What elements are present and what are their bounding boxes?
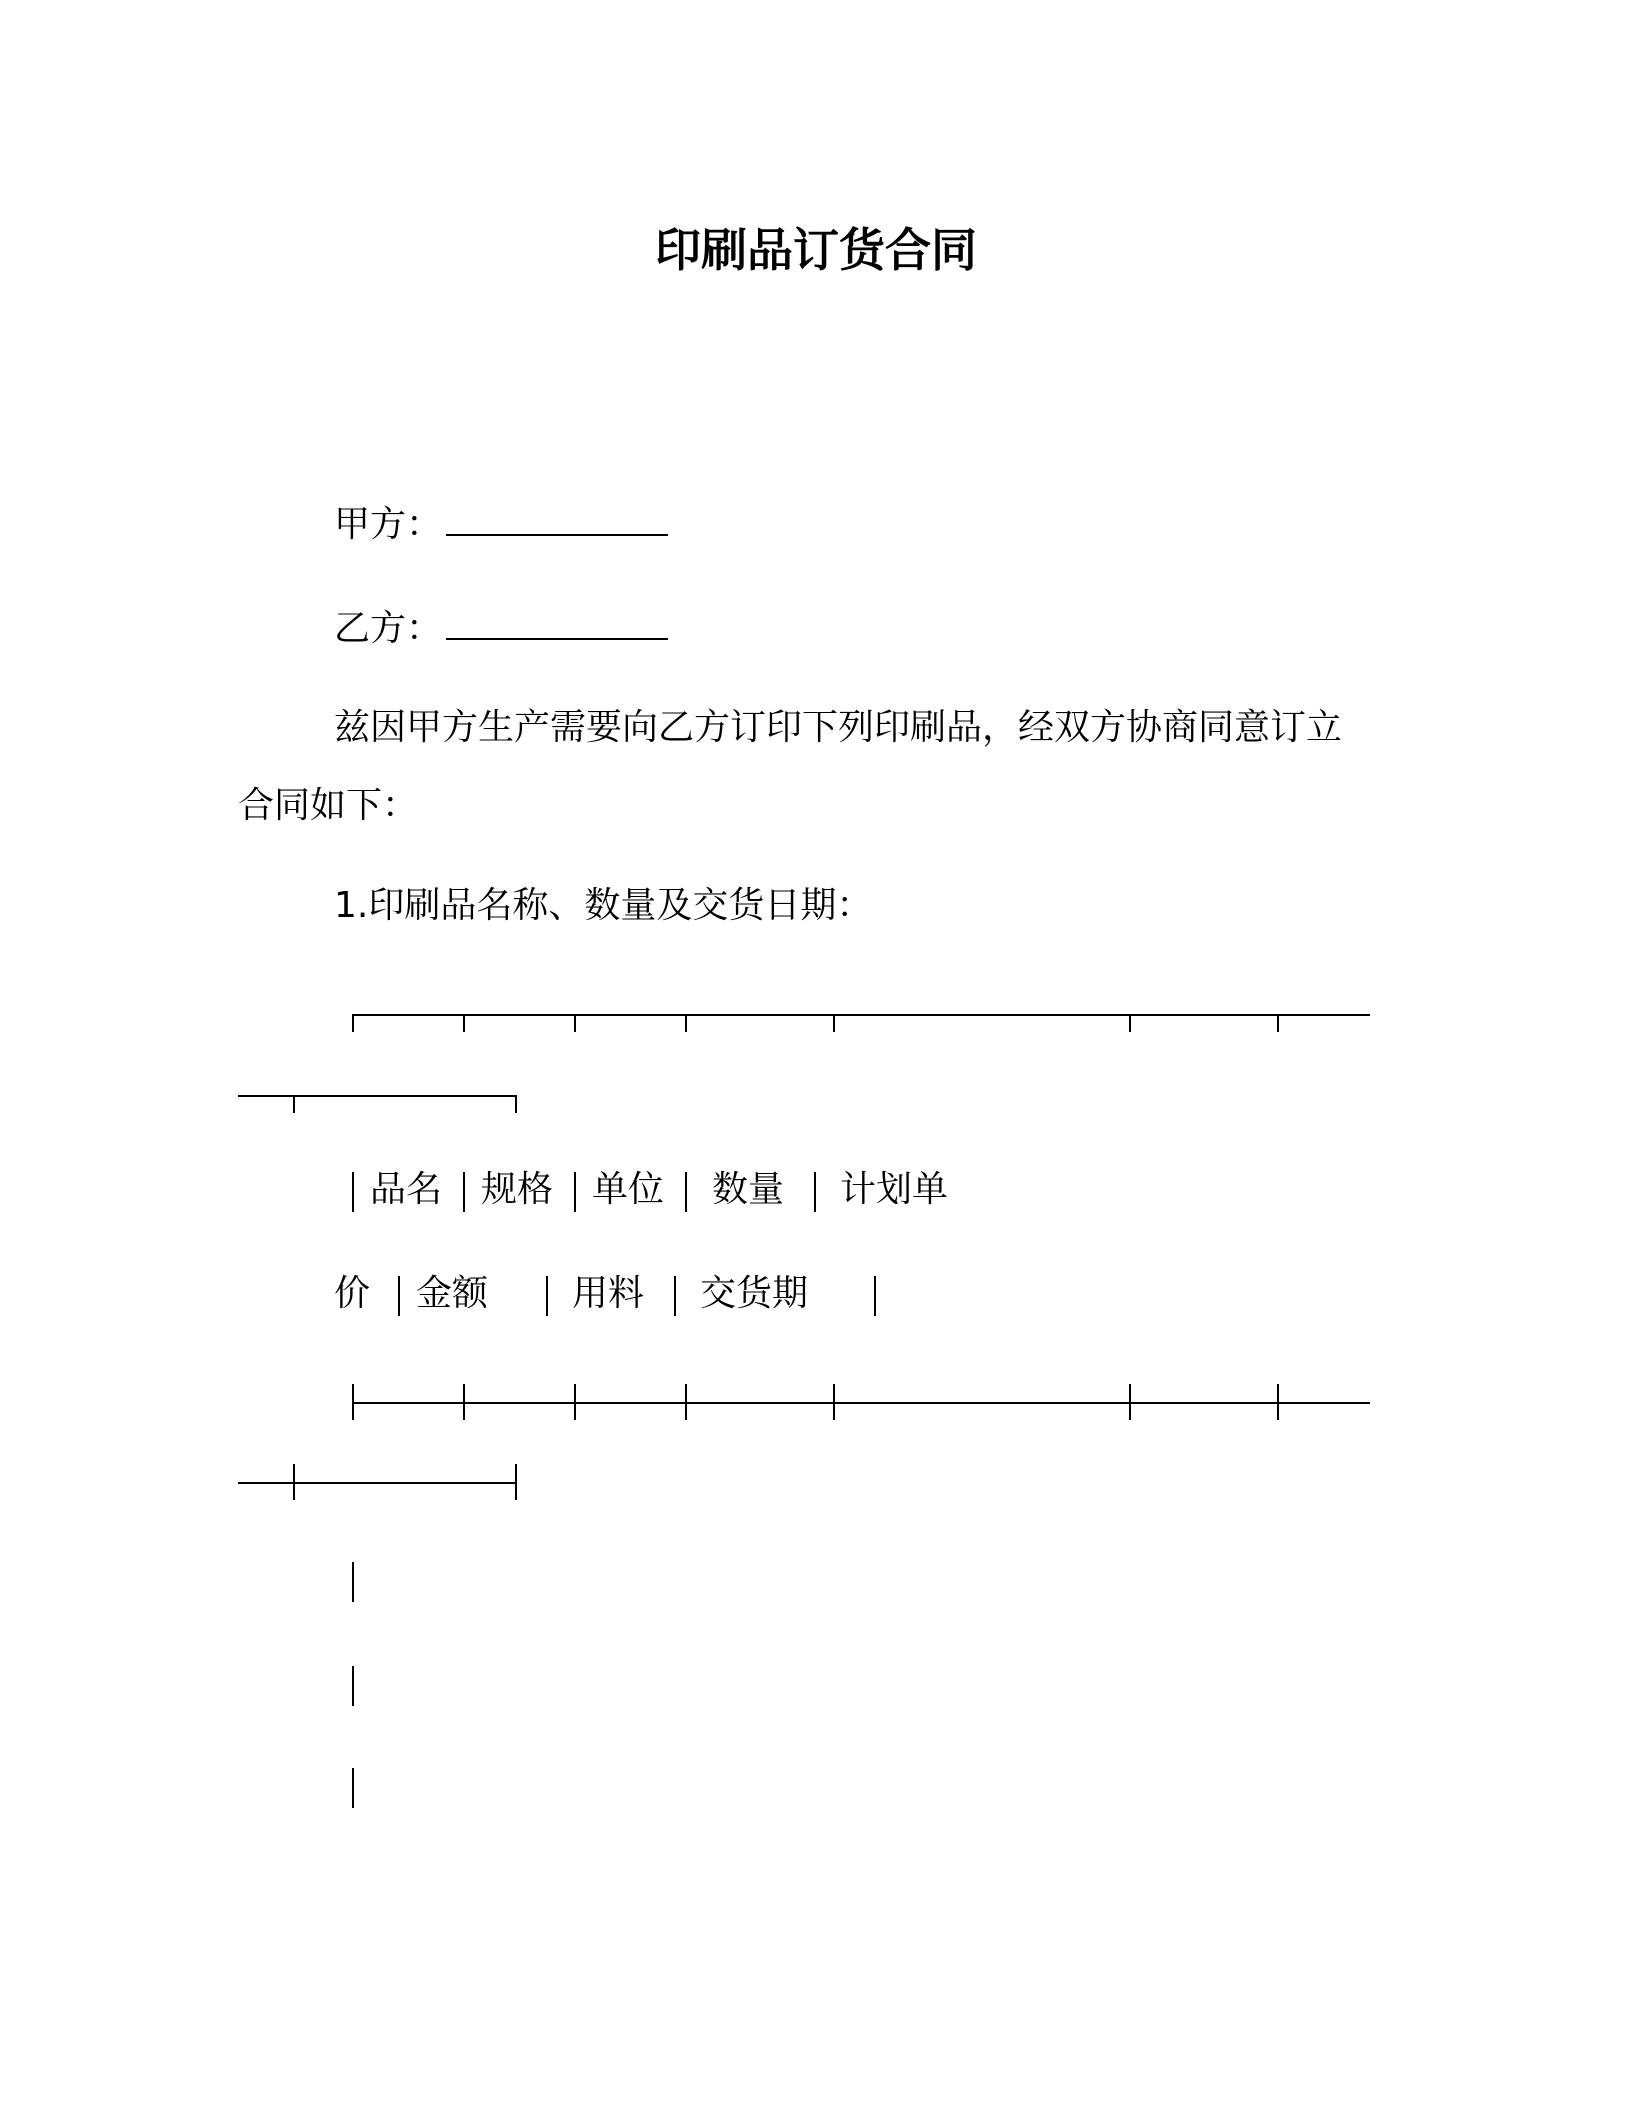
table-tick [1277, 1014, 1279, 1032]
intro-line-2: 合同如下： [238, 785, 419, 826]
table-header-unit: 单位 [592, 1169, 665, 1210]
table-tick [1129, 1014, 1131, 1032]
table-separator [874, 1276, 876, 1316]
party-b-blank[interactable] [446, 598, 668, 640]
table-mid-border [352, 1402, 1370, 1404]
table-cross [463, 1384, 465, 1420]
table-top-border-wrap [238, 1095, 516, 1097]
table-row-marker [352, 1562, 354, 1602]
table-header-spec: 规格 [481, 1169, 554, 1210]
table-tick [293, 1095, 295, 1113]
table-separator [352, 1172, 354, 1212]
table-top-border [352, 1014, 1370, 1016]
party-a-blank[interactable] [446, 494, 668, 536]
party-a-label: 甲方： [334, 504, 443, 545]
table-tick [463, 1014, 465, 1032]
table-separator [674, 1276, 676, 1316]
table-separator [814, 1172, 816, 1212]
table-header-amount: 金额 [416, 1273, 489, 1314]
table-header-delivery: 交货期 [700, 1273, 809, 1314]
table-tick [833, 1014, 835, 1032]
table-mid-border-wrap [238, 1482, 516, 1484]
party-b-line [334, 598, 668, 655]
table-cross [515, 1464, 517, 1500]
document-title: 印刷品订货合同 [655, 223, 977, 277]
table-cross [293, 1464, 295, 1500]
table-row-marker [352, 1666, 354, 1706]
table-header-material: 用料 [572, 1273, 645, 1314]
clause-1-heading: 1.印刷品名称、数量及交货日期： [334, 885, 873, 926]
party-b-label: 乙方： [334, 608, 443, 649]
table-row-marker [352, 1768, 354, 1808]
table-header-price: 价 [334, 1273, 371, 1314]
table-separator [546, 1276, 548, 1316]
table-separator [574, 1172, 576, 1212]
table-separator [685, 1172, 687, 1212]
table-header-quantity: 数量 [712, 1169, 785, 1210]
party-a-line [334, 494, 668, 551]
table-cross [1129, 1384, 1131, 1420]
table-tick [685, 1014, 687, 1032]
table-tick [574, 1014, 576, 1032]
intro-line-1: 兹因甲方生产需要向乙方订印下列印刷品，经双方协商同意订立 [334, 707, 1343, 748]
table-cross [833, 1384, 835, 1420]
table-tick [515, 1095, 517, 1113]
table-header-name: 品名 [370, 1169, 443, 1210]
table-separator [398, 1276, 400, 1316]
table-tick [352, 1014, 354, 1032]
table-cross [352, 1384, 354, 1420]
table-cross [685, 1384, 687, 1420]
table-cross [1277, 1384, 1279, 1420]
table-header-planned-unit: 计划单 [840, 1169, 949, 1210]
table-cross [574, 1384, 576, 1420]
table-separator [463, 1172, 465, 1212]
